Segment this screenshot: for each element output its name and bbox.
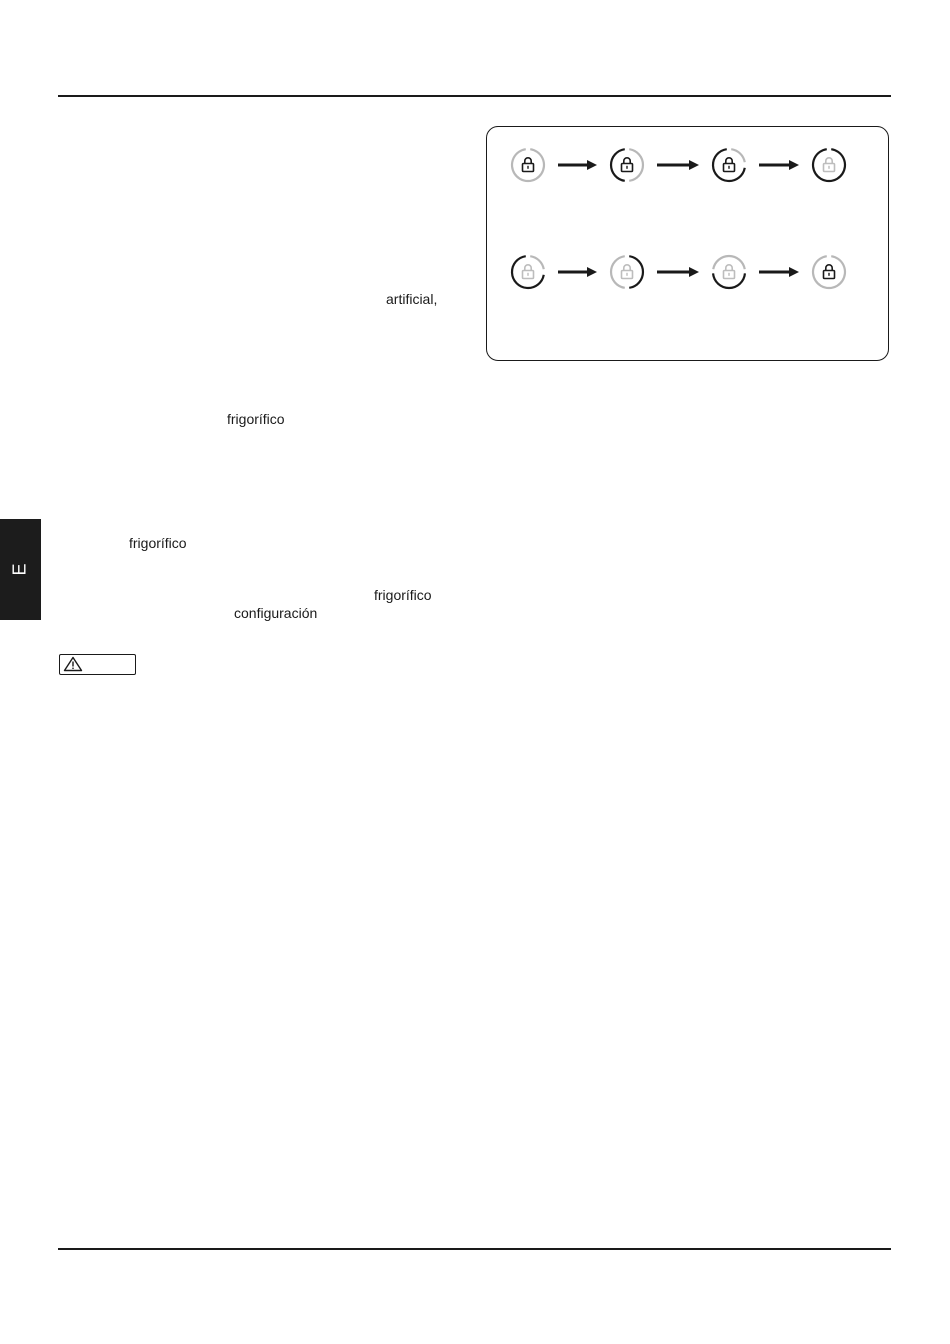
header-rule <box>58 95 891 97</box>
lock-state <box>512 149 544 181</box>
arrow-right-icon <box>558 160 597 170</box>
lock-state <box>713 149 745 181</box>
warning-box <box>59 654 136 675</box>
word-frigorifico: frigorífico <box>129 535 187 551</box>
lock-icon <box>523 158 534 172</box>
lock-icon <box>622 158 633 172</box>
word-frigorifico: frigorífico <box>227 411 285 427</box>
lock-icon <box>824 158 835 172</box>
lock-state <box>813 256 845 288</box>
lock-sequence-svg <box>487 127 890 362</box>
word-artificial: artificial, <box>386 291 438 307</box>
word-configuracion: configuración <box>234 605 318 621</box>
lock-icon <box>724 265 735 279</box>
lock-icon <box>523 265 534 279</box>
arrow-right-icon <box>759 267 799 277</box>
lock-icon <box>724 158 735 172</box>
lock-state <box>512 256 544 288</box>
footer-rule <box>58 1248 891 1250</box>
word-frigorifico: frigorífico <box>374 587 432 603</box>
arrow-right-icon <box>657 267 699 277</box>
lock-icon <box>622 265 633 279</box>
lock-state <box>813 149 845 181</box>
lock-icon <box>824 265 835 279</box>
lock-state <box>611 256 643 288</box>
arrow-right-icon <box>558 267 597 277</box>
language-side-tab <box>0 519 41 620</box>
warning-triangle-icon <box>63 656 83 672</box>
lock-state <box>611 149 643 181</box>
arrow-right-icon <box>759 160 799 170</box>
lock-state <box>713 256 745 288</box>
side-tab-label: E <box>9 563 30 576</box>
lock-sequence-diagram <box>486 126 889 361</box>
arrow-right-icon <box>657 160 699 170</box>
